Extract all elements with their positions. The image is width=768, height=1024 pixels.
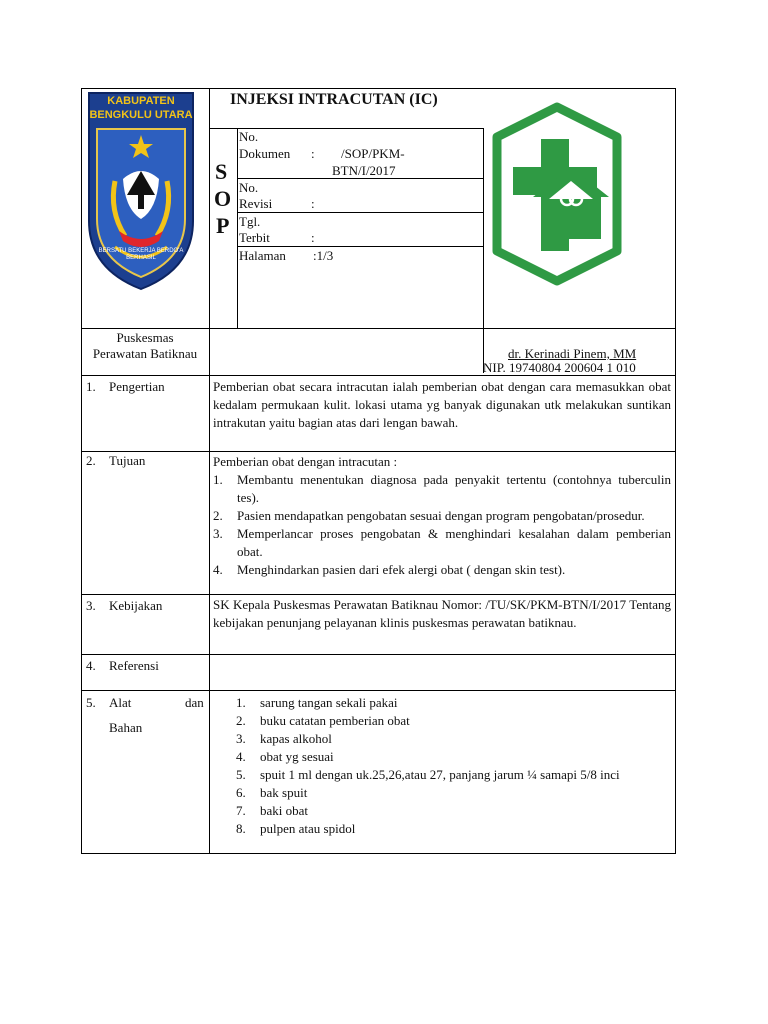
list-item: 3. Memperlancar proses pengobatan & menghindari kesalahan dalam pemberian obat. (213, 526, 671, 559)
halaman-value: :1/3 (313, 248, 334, 263)
halaman-label: Halaman (239, 248, 286, 263)
referensi-label: Referensi (109, 658, 159, 673)
signer-nip: NIP. 19740804 200604 1 010 (483, 360, 636, 375)
pengertian-text: Pemberian obat secara intracutan ialah pemberian obat dengan cara memasukkan obat kedalam permukaan kulit. lokasi utama yg banyak digunakan utk melakukan suntikan intrakutan yaitu bagian atas dari lengan bawah. (213, 379, 671, 430)
org-name-line2: Perawatan Batiknau (92, 346, 198, 361)
tgl-terbit-colon: : (311, 230, 315, 245)
tujuan-intro: Pemberian obat dengan intracutan : (213, 454, 398, 469)
pengertian-label: Pengertian (109, 379, 165, 394)
kabupaten-logo-line2: BENGKULU UTARA (89, 109, 193, 121)
pengertian-number: 1. (86, 379, 96, 394)
no-revisi-colon: : (311, 196, 315, 211)
list-item: 2. Pasien mendapatkan pengobatan sesuai dengan program pengobatan/prosedur. (213, 508, 645, 523)
org-name-line1: Puskesmas (116, 330, 174, 345)
no-dokumen-value-2: BTN/I/2017 (332, 163, 396, 178)
alat-label-3: Bahan (109, 720, 143, 735)
alat-label-1: Alat (109, 695, 132, 710)
list-item: 1. sarung tangan sekali pakai (236, 695, 398, 710)
list-item: 7. baki obat (236, 803, 309, 818)
list-item: 8. pulpen atau spidol (236, 821, 356, 836)
tgl-terbit-label-1: Tgl. (239, 214, 261, 229)
tgl-terbit-label-2: Terbit (239, 230, 270, 245)
kabupaten-logo-motto: BERSATU BEKERJA BERDO'A BERHASIL (98, 248, 184, 261)
sop-letter-s: S (215, 159, 228, 184)
no-revisi-label-1: No. (239, 180, 259, 195)
alat-list (236, 694, 671, 838)
kabupaten-logo-line1: KABUPATEN (107, 95, 175, 107)
referensi-number: 4. (86, 658, 96, 673)
tujuan-label: Tujuan (109, 453, 146, 468)
document-title: INJEKSI INTRACUTAN (IC) (230, 91, 438, 108)
kebijakan-label: Kebijakan (109, 598, 163, 613)
tujuan-number: 2. (86, 453, 96, 468)
kebijakan-text: SK Kepala Puskesmas Perawatan Batiknau Nomor: /TU/SK/PKM-BTN/I/2017 Tentang kebijakan penunjang pelayanan klinis puskesmas perawatan batiknau. (213, 597, 671, 630)
sop-letter-p: P (216, 213, 230, 238)
no-dokumen-colon: : (311, 146, 315, 161)
kebijakan-number: 3. (86, 598, 96, 613)
list-item: 1. Membantu menentukan diagnosa pada penyakit tertentu (contohnya tuberculin tes). (213, 472, 671, 505)
list-item: 4. Menghindarkan pasien dari efek alergi obat ( dengan skin test). (213, 562, 566, 577)
list-item: 6. bak spuit (236, 785, 308, 800)
alat-number: 5. (86, 695, 96, 710)
signer-name: dr. Kerinadi Pinem, MM (508, 346, 637, 361)
tujuan-list (213, 471, 671, 579)
list-item: 5. spuit 1 ml dengan uk.25,26,atau 27, panjang jarum ¼ samapi 5/8 inci (236, 767, 620, 782)
sop-letter-o: O (214, 186, 232, 211)
alat-label-2: dan (185, 695, 204, 710)
no-revisi-label-2: Revisi (239, 196, 273, 211)
no-dokumen-label-1: No. (239, 129, 259, 144)
list-item: 3. kapas alkohol (236, 731, 332, 746)
list-item: 4. obat yg sesuai (236, 749, 334, 764)
list-item: 2. buku catatan pemberian obat (236, 713, 410, 728)
no-dokumen-label-2: Dokumen (239, 146, 291, 161)
puskesmas-logo (487, 101, 627, 287)
no-dokumen-value-1: /SOP/PKM- (341, 146, 405, 161)
